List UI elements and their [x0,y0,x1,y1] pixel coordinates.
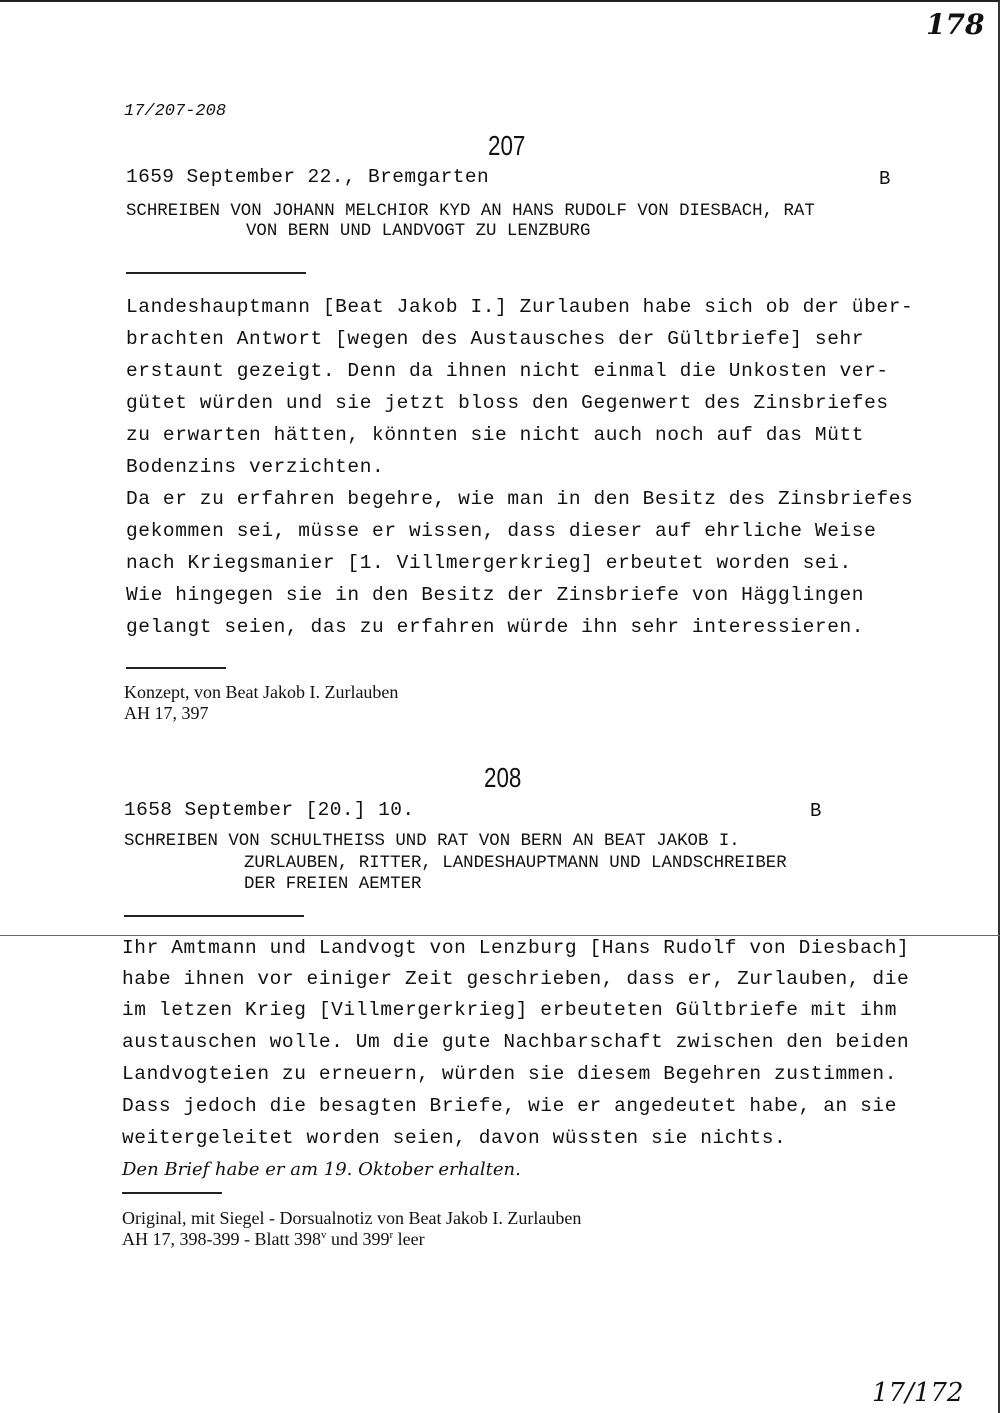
divider-207 [126,272,306,274]
title-208-line3: DER FREIEN AEMTER [244,875,422,894]
date-place-208: 1658 September [20.] 10. [124,799,415,821]
marker-207: B [879,168,891,190]
body-208-line: habe ihnen vor einiger Zeit geschrieben, dass er, Zurlauben, die [122,968,910,990]
body-207-line: erstaunt gezeigt. Denn da ihnen nicht einmal die Unkosten ver- [126,360,889,382]
body-207-line: Wie hingegen sie in den Besitz der Zinsbriefe von Hägglingen [126,584,865,606]
body-208-line: austauschen wolle. Um die gute Nachbarschaft zwischen den beiden [122,1031,910,1053]
body-207-line: gelangt seien, das zu erfahren würde ihn sehr interessieren. [126,616,865,638]
page-number-bottom-right: 17/172 [872,1378,964,1408]
title-208-line2: ZURLAUBEN, RITTER, LANDESHAUPTMANN UND LANDSCHREIBER [244,854,787,873]
title-207-line2: VON BERN UND LANDVOGT ZU LENZBURG [246,222,591,241]
source-note-207-line2: AH 17, 397 [124,703,209,723]
body-208-line: Ihr Amtmann und Landvogt von Lenzburg [Hans Rudolf von Diesbach] [122,937,910,959]
superscript-verso: v [320,1229,327,1241]
superscript-recto: r [389,1229,394,1241]
body-207-line: nach Kriegsmanier [1. Villmergerkrieg] erbeutet worden sei. [126,552,852,574]
title-208-line1: SCHREIBEN VON SCHULTHEISS UND RAT VON BERN AN BEAT JAKOB I. [124,832,740,851]
body-207-line: Da er zu erfahren begehre, wie man in den Besitz des Zinsbriefes [126,488,914,510]
note-divider-208 [122,1192,222,1194]
source-note-208-part-c: leer [393,1229,425,1249]
reference-number: 17/207-208 [124,102,227,121]
body-208-line: Dass jedoch die besagten Briefe, wie er angedeutet habe, an sie [122,1095,898,1117]
source-note-208-line2 [122,1229,425,1250]
date-place-207: 1659 September 22., Bremgarten [126,166,490,188]
body-207-line: gütet würden und sie jetzt bloss den Gegenwert des Zinsbriefes [126,392,889,414]
body-207-line: Bodenzins verzichten. [126,456,385,478]
body-208-line: Landvogteien zu erneuern, würden sie diesem Begehren zustimmen. [122,1063,898,1085]
body-207-line: Landeshauptmann [Beat Jakob I.] Zurlauben habe sich ob der über- [126,296,914,318]
title-207-line1: SCHREIBEN VON JOHANN MELCHIOR KYD AN HANS RUDOLF VON DIESBACH, RAT [126,202,815,221]
body-207-line: zu erwarten hätten, könnten sie nicht auch noch auf das Mütt [126,424,865,446]
body-207-line: gekommen sei, müsse er wissen, dass dieser auf ehrliche Weise [126,520,877,542]
handwritten-receipt-note: Den Brief habe er am 19. Oktober erhalten. [122,1159,521,1180]
note-divider-207 [126,667,226,669]
body-208-line: weitergeleitet worden seien, davon wüssten sie nichts. [122,1127,787,1149]
marker-208: B [810,800,822,822]
document-number-208: 208 [484,762,522,793]
page-number-top-right: 178 [926,8,985,41]
body-208-line: im letzen Krieg [Villmergerkrieg] erbeuteten Gültbriefe mit ihm [122,999,898,1021]
body-207-line: brachten Antwort [wegen des Austausches der Gültbriefe] sehr [126,328,865,350]
source-note-208-part-a: AH 17, 398-399 - Blatt 398 [122,1229,321,1249]
source-note-208-line1: Original, mit Siegel - Dorsualnotiz von Beat Jakob I. Zurlauben [122,1208,582,1228]
divider-208 [124,915,304,917]
document-number-207: 207 [488,130,526,161]
source-note-207-line1: Konzept, von Beat Jakob I. Zurlauben [124,682,399,702]
scan-artifact-line [0,935,1000,936]
source-note-208-part-b: und 399 [326,1229,390,1249]
